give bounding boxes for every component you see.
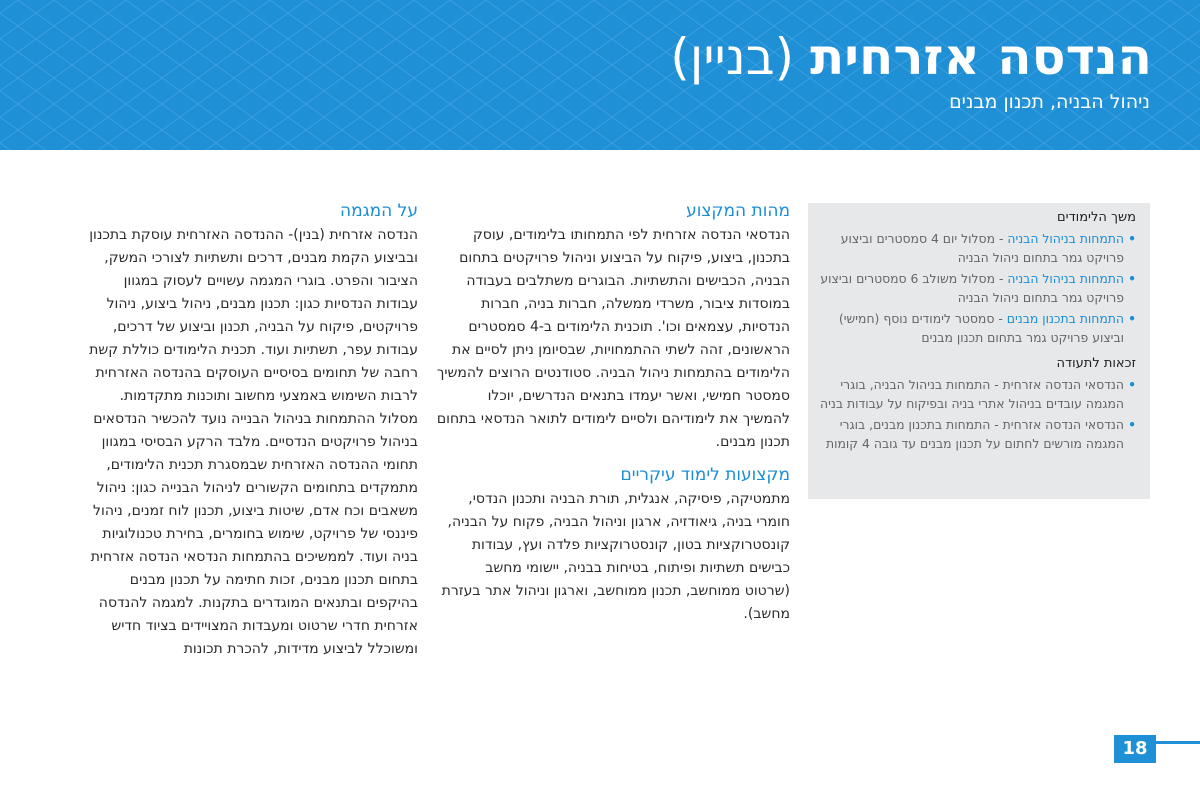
about-body: הנדסה אזרחית (בנין)- ההנדסה האזרחית עוסקת בתכנון ובביצוע הקמת מבנים, דרכים ותשתיות לצורכי המשק, הציבור והפרט. בוגרי המגמה עשויים לעסוק במגוון עבודות הנדסיות כגון: תכנון מבנים, ניהול ביצוע, ניהול פרויקטים, פיקוח על הבניה, תכנון וביצוע של דרכים, עבודות עפר, תשתיות ועוד. תכנית הלימודים כוללת קשת רחבה של תחומים בסיסיים העוסקים בהנדסה האזרחית לרבות השימוש באמצעי מחשוב ותוכנות מתקדמות. מסלול ההתמחות בניהול הבנייה נועד להכשיר הנדסאים בניהול פרויקטים הנדסיים. מלבד הרקע הבסיסי במגוון תחומי ההנדסה האזרחית שבמסגרת תכנית הלימודים, מתמקדים בתחומים הקשורים לניהול הבנייה כגון: ניהול משאבים וכח אדם, שיטות ביצוע, תכנון לוח זמנים, ניהול פיננסי של פרויקט, שימוש בחומרים, בחירת טכנולוגיות בניה ועוד. לממשיכים בהתמחות הנדסאי הנדסה אזרחית בתחום תכנון מבנים, זכות חתימה על תכנון מבנים בהיקפים ובתנאים המוגדרים בתקנות. למגמה להנדסה אזרחית חדרי שרטוט ומעבדות המצויידים בציוד חדיש ומשוכלל לביצוע מדידות, להכרת תכונות	[89, 227, 418, 657]
certificate-heading: זכאות לתעודה	[1056, 356, 1136, 371]
bullet-icon: •	[1128, 271, 1136, 286]
list-item	[820, 269, 1136, 307]
list-item-emphasis: התמחות בתכנון מבנים	[1006, 311, 1124, 326]
list-item-text: - מסלול יום 4 סמסטרים וביצוע פרויקט גמר בתחום ניהול הבניה	[840, 231, 1124, 265]
title-main: הנדסה אזרחית	[810, 28, 1152, 86]
bullet-icon: •	[1128, 417, 1136, 432]
about-column	[78, 200, 418, 661]
list-item	[820, 415, 1136, 453]
subjects-body: מתמטיקה, פיסיקה, אנגלית, תורת הבניה ותכנון הנדסי, חומרי בניה, גיאודזיה, ארגון וניהול הבניה, פקוח על הבניה, קונסטרוקציות בטון, קונסטרוקציות פלדה ועץ, עבודות כבישים תשתיות ופיתוח, בטיחות בבניה, יישומי מחשב (שרטוט ממוחשב, תכנון ממוחשב, וארגון וניהול אתר בעזרת מחשב).	[441, 491, 790, 622]
page-number: 18	[1114, 735, 1156, 763]
info-box	[808, 203, 1150, 499]
bullet-icon: •	[1128, 311, 1136, 326]
list-item	[820, 309, 1136, 347]
list-item-text: - מסלול משולב 6 סמסטרים וביצוע פרויקט גמר בתחום ניהול הבניה	[820, 271, 1124, 305]
subjects-heading: מקצועות לימוד עיקריים	[620, 465, 790, 485]
profession-heading: מהות המקצוע	[686, 201, 790, 221]
list-item-text: הנדסאי הנדסה אזרחית - התמחות בניהול הבניה, בוגרי המגמה עובדים בניהול אתרי בניה ובפיקוח על עבודות בניה	[820, 377, 1124, 411]
certificate-list	[820, 375, 1136, 453]
bullet-icon: •	[1128, 377, 1136, 392]
list-item-emphasis: התמחות בניהול הבניה	[1007, 231, 1124, 246]
page-title	[670, 28, 1152, 86]
list-item	[820, 375, 1136, 413]
list-item-text: - סמסטר לימודים נוסף (חמישי) וביצוע פרויקט גמר בתחום תכנון מבנים	[838, 311, 1124, 345]
list-item	[820, 229, 1136, 267]
about-heading: על המגמה	[339, 201, 418, 221]
bullet-icon: •	[1128, 231, 1136, 246]
duration-list	[820, 229, 1136, 347]
page-subtitle: ניהול הבניה, תכנון מבנים	[949, 91, 1150, 113]
profession-body: הנדסאי הנדסה אזרחית לפי התמחותו בלימודים, עוסק בתכנון, ביצוע, פיקוח על הביצוע וניהול פרויקטים בתחום הבניה, הכבישים והתשתיות. הבוגרים משתלבים בעבודה במוסדות ציבור, משרדי ממשלה, חברות בניה, חברות הנדסיות, עצמאים וכו'. תוכנית הלימודים ב-4 סמסטרים הראשונים, זהה לשתי ההתמחויות, שבסיומן ניתן לסיים את הלימודים בהתמחות ניהול הבניה. סטודנטים הרוצים להמשיך סמסטר חמישי, ואשר יעמדו בתנאים הנדרשים, יוכלו להמשיך את לימודיהם ולסיים לימודים לתואר הנדסאי בתחום תכנון מבנים.	[436, 227, 790, 450]
header-banner	[0, 0, 1200, 150]
title-paren: (בניין)	[670, 28, 795, 86]
list-item-text: הנדסאי הנדסה אזרחית - התמחות בתכנון מבנים, בוגרי המגמה מורשים לחתום על תכנון מבנים עד גובה 4 קומות	[825, 417, 1124, 451]
profession-column	[436, 200, 790, 626]
duration-heading: משך הלימודים	[1057, 210, 1136, 225]
list-item-emphasis: התמחות בניהול הבניה	[1007, 271, 1124, 286]
